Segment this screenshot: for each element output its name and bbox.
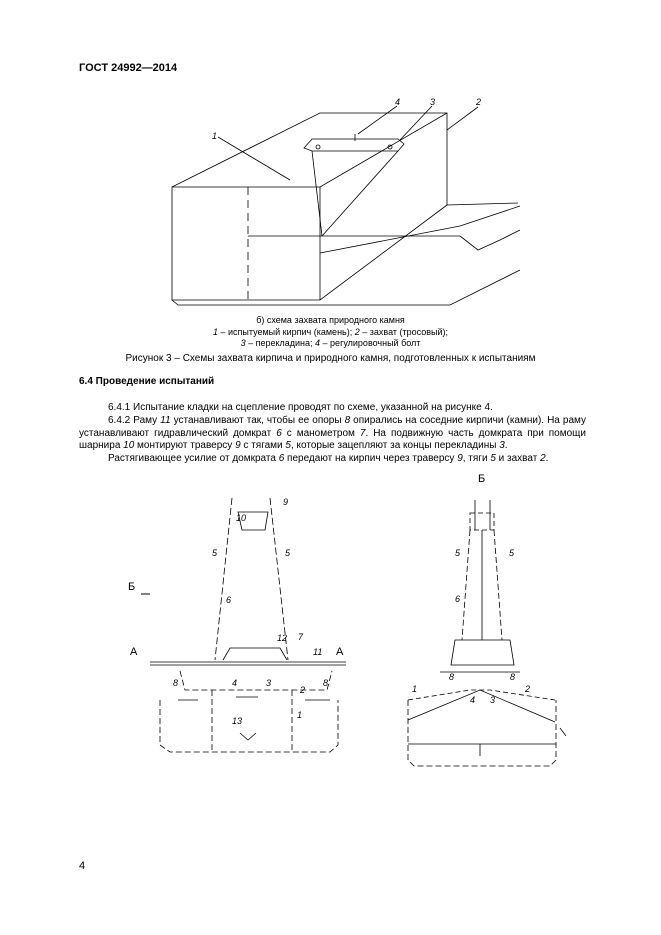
label-1-left: 1 — [297, 710, 303, 720]
figure-subcaption: б) схема захвата природного камня — [256, 315, 405, 325]
label-8-r1: 8 — [449, 672, 455, 682]
label-1: 1 — [212, 131, 218, 141]
section-title: 6.4 Проведение испытаний — [79, 376, 215, 387]
label-B-right: Б — [478, 473, 486, 485]
label-4-right: 4 — [470, 695, 476, 705]
label-2-right: 2 — [525, 684, 531, 694]
paragraph-6-4-1: 6.4.1 Испытание кладки на сцепление проводят по схеме, указанной на рисунке 4. — [108, 402, 493, 413]
legend-line-1: 1 – испытуемый кирпич (камень); 2 – захват (тросовый); — [212, 327, 449, 337]
label-1-right: 1 — [412, 684, 418, 694]
label-11: 11 — [313, 647, 323, 657]
paragraph-tension: Растягивающее усилие от домкрата 6 передают на кирпич через траверсу 9, тяги 5 и захват 2. — [108, 453, 549, 464]
label-3-left: 3 — [266, 678, 272, 688]
legend-line-2: 3 – перекладина; 4 – регулировочный болт — [240, 338, 421, 348]
label-4-left: 4 — [232, 678, 238, 688]
label-8-left: 8 — [173, 678, 179, 688]
label-5-r2: 5 — [509, 548, 515, 558]
label-3: 3 — [430, 97, 436, 107]
label-6-right: 6 — [455, 594, 461, 604]
label-3-right: 3 — [490, 695, 496, 705]
ref-number: 2 — [540, 453, 546, 464]
ref-number: 11 — [160, 415, 171, 426]
label-4: 4 — [395, 97, 401, 107]
ref-number: 5 — [490, 453, 496, 464]
label-5-right: 5 — [285, 548, 291, 558]
figure-legend — [0, 327, 661, 349]
label-5-r1: 5 — [455, 548, 461, 558]
label-8-right: 8 — [323, 678, 329, 688]
ref-number: 8 — [344, 415, 351, 426]
ref-number: 7 — [359, 427, 366, 439]
label-2: 2 — [476, 97, 482, 107]
label-A-left: А — [130, 646, 138, 658]
ref-number: 9 — [235, 440, 241, 451]
test-setup-side-drawing — [408, 500, 566, 766]
ref-number: 6 — [278, 453, 285, 464]
ref-number: 3 — [499, 440, 505, 451]
label-9: 9 — [283, 497, 289, 507]
stone-block-drawing — [172, 106, 520, 305]
ref-number: 5 — [285, 440, 291, 451]
page-number: 4 — [79, 860, 86, 872]
label-B-left: Б — [128, 581, 136, 593]
document-header: ГОСТ 24992—2014 — [79, 62, 178, 74]
figure-caption: Рисунок 3 – Схемы захвата кирпича и природного камня, подготовленных к испытаниям — [125, 353, 536, 364]
label-8-r2: 8 — [510, 672, 516, 682]
label-10: 10 — [236, 513, 247, 523]
label-12: 12 — [277, 633, 288, 643]
label-13: 13 — [232, 716, 243, 726]
ref-number: 10 — [123, 440, 135, 451]
test-setup-front-drawing — [150, 498, 346, 752]
ref-number: 9 — [457, 453, 463, 464]
label-2-left: 2 — [300, 685, 306, 695]
label-5-left: 5 — [212, 548, 218, 558]
label-6: 6 — [226, 595, 232, 605]
paragraph-6-4-2: 6.4.2 Раму 11 устанавливают так, чтобы ее опоры 8 опирались на соседние кирпичи (камни). На раму устанавливают гидравлический домкрат 6 с манометром 7. На подвижную часть домкрата при помощи шарнира 10 монтируют траверсу 9 с тягами 5, которые зацепляют за концы перекладины 3. — [79, 415, 586, 451]
label-A-right: А — [336, 646, 344, 658]
label-7: 7 — [298, 632, 304, 642]
ref-number: 6 — [276, 427, 282, 439]
